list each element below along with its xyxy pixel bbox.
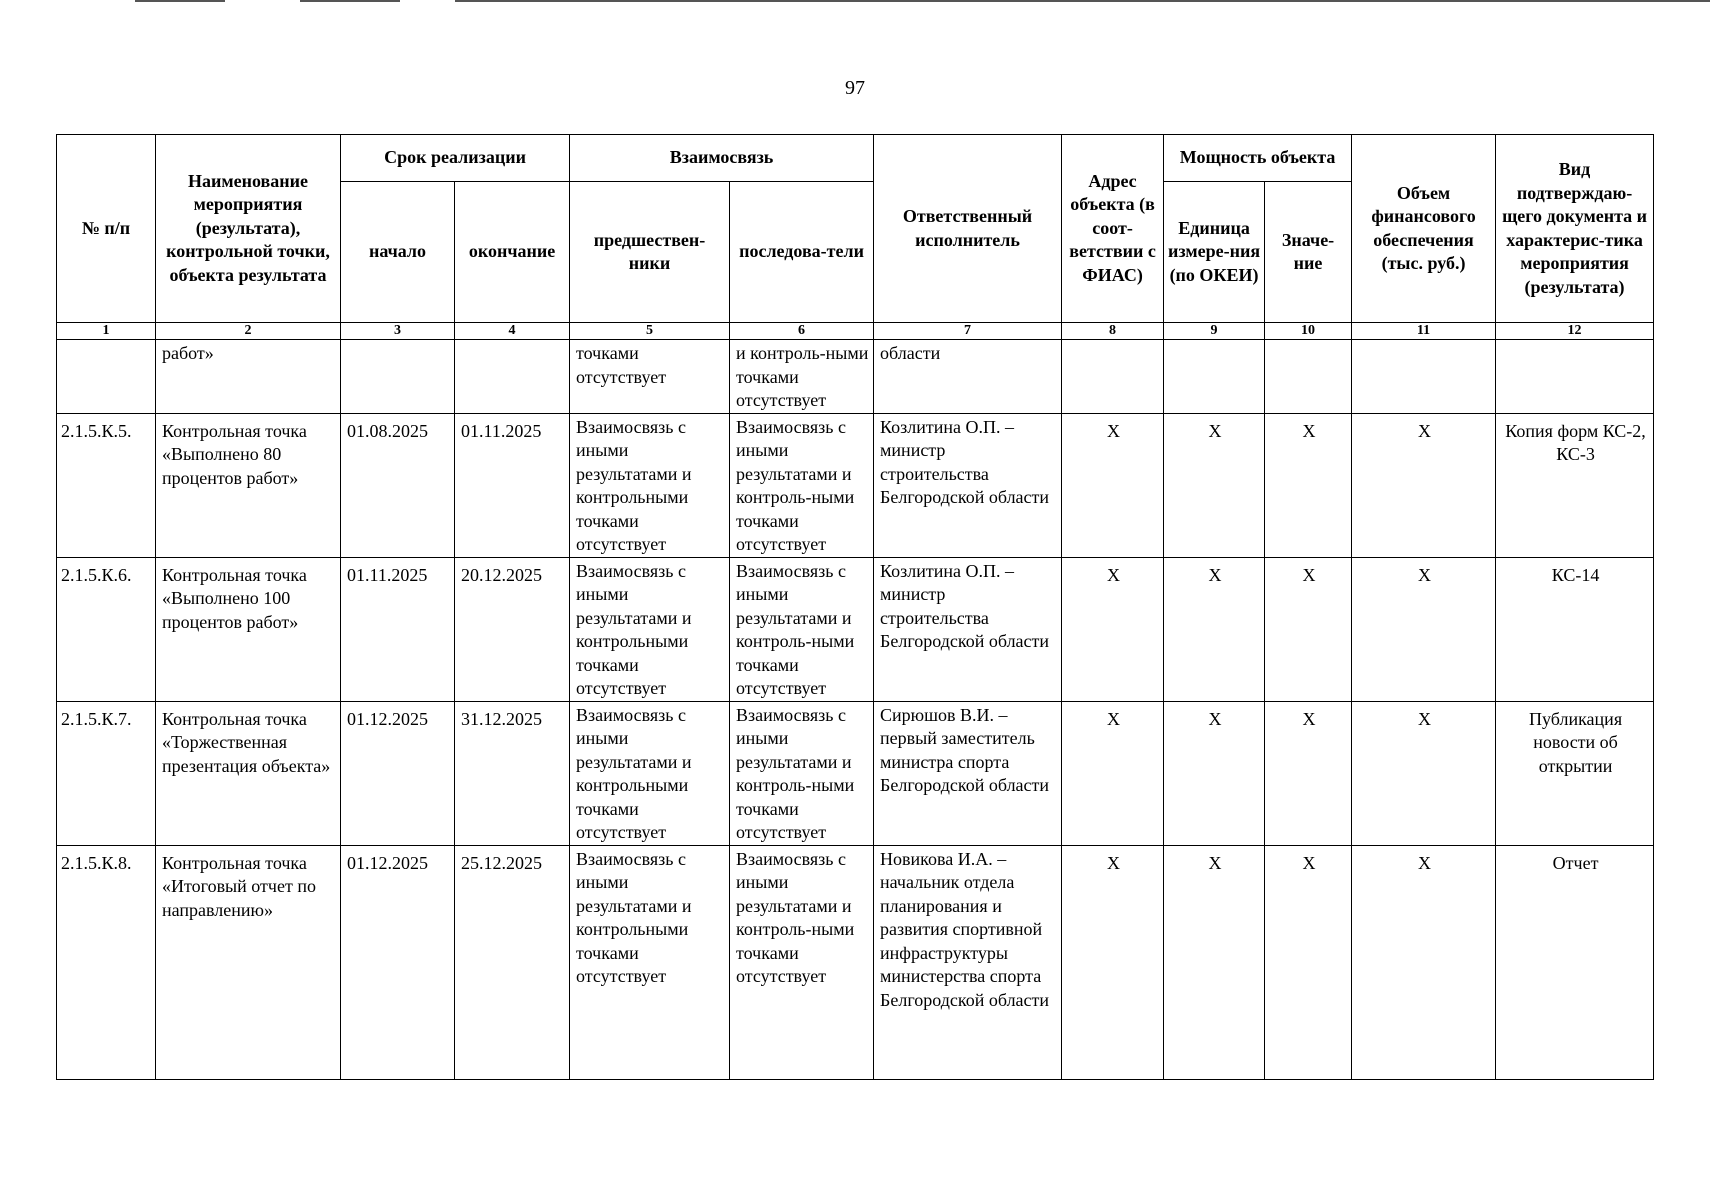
cell-successors: и контроль-ными точками отсутствует bbox=[730, 340, 874, 414]
header-relation: Взаимосвязь bbox=[570, 135, 874, 182]
header-num: № п/п bbox=[57, 135, 156, 323]
cell-end: 25.12.2025 bbox=[455, 845, 570, 1079]
cell-doc: Отчет bbox=[1496, 845, 1654, 1079]
cell-code: 2.1.5.К.6. bbox=[57, 557, 156, 701]
column-number: 5 bbox=[570, 323, 730, 340]
header-start: начало bbox=[341, 182, 455, 323]
cell-predecessors: Взаимосвязь с иными результатами и контрольными точками отсутствует bbox=[570, 557, 730, 701]
header-responsible: Ответственный исполнитель bbox=[874, 135, 1062, 323]
page-number: 97 bbox=[845, 77, 865, 99]
column-number: 7 bbox=[874, 323, 1062, 340]
column-number: 2 bbox=[156, 323, 341, 340]
cell-value bbox=[1265, 340, 1352, 414]
table-row bbox=[57, 845, 1654, 1079]
cell-doc: Копия форм КС-2, КС-3 bbox=[1496, 413, 1654, 557]
cell-responsible: Козлитина О.П. – министр строительства Белгородской области bbox=[874, 557, 1062, 701]
cell-end bbox=[455, 340, 570, 414]
header-doc-type: Вид подтверждаю-щего документа и характерис-тика мероприятия (результата) bbox=[1496, 135, 1654, 323]
column-number: 8 bbox=[1062, 323, 1164, 340]
cell-name: работ» bbox=[156, 340, 341, 414]
cell-responsible: Козлитина О.П. – министр строительства Белгородской области bbox=[874, 413, 1062, 557]
header-term: Срок реализации bbox=[341, 135, 570, 182]
top-rule bbox=[135, 0, 225, 2]
cell-value: X bbox=[1265, 557, 1352, 701]
column-number: 12 bbox=[1496, 323, 1654, 340]
top-rule bbox=[455, 0, 1710, 2]
cell-predecessors: точками отсутствует bbox=[570, 340, 730, 414]
cell-unit: X bbox=[1164, 701, 1265, 845]
cell-start bbox=[341, 340, 455, 414]
cell-value: X bbox=[1265, 701, 1352, 845]
cell-address: X bbox=[1062, 845, 1164, 1079]
continuation-row bbox=[57, 340, 1654, 414]
header-finance: Объем финансового обеспечения (тыс. руб.) bbox=[1352, 135, 1496, 323]
column-numbers-row bbox=[57, 323, 1654, 340]
cell-unit: X bbox=[1164, 413, 1265, 557]
top-rule bbox=[300, 0, 400, 2]
cell-successors: Взаимосвязь с иными результатами и контроль-ными точками отсутствует bbox=[730, 845, 874, 1079]
header-unit: Единица измере-ния (по ОКЕИ) bbox=[1164, 182, 1265, 323]
cell-end: 20.12.2025 bbox=[455, 557, 570, 701]
cell-predecessors: Взаимосвязь с иными результатами и контрольными точками отсутствует bbox=[570, 413, 730, 557]
table-row bbox=[57, 413, 1654, 557]
header-capacity: Мощность объекта bbox=[1164, 135, 1352, 182]
schedule-table bbox=[56, 134, 1654, 1080]
column-number: 6 bbox=[730, 323, 874, 340]
cell-address bbox=[1062, 340, 1164, 414]
cell-start: 01.12.2025 bbox=[341, 701, 455, 845]
cell-finance: X bbox=[1352, 413, 1496, 557]
column-number: 9 bbox=[1164, 323, 1265, 340]
cell-successors: Взаимосвязь с иными результатами и контроль-ными точками отсутствует bbox=[730, 701, 874, 845]
cell-unit bbox=[1164, 340, 1265, 414]
column-number: 10 bbox=[1265, 323, 1352, 340]
cell-address: X bbox=[1062, 413, 1164, 557]
cell-predecessors: Взаимосвязь с иными результатами и контрольными точками отсутствует bbox=[570, 845, 730, 1079]
cell-unit: X bbox=[1164, 557, 1265, 701]
header-predecessors: предшествен-ники bbox=[570, 182, 730, 323]
cell-responsible: Сирюшов В.И. – первый заместитель министра спорта Белгородской области bbox=[874, 701, 1062, 845]
column-number: 1 bbox=[57, 323, 156, 340]
cell-num bbox=[57, 340, 156, 414]
table-row bbox=[57, 701, 1654, 845]
cell-doc bbox=[1496, 340, 1654, 414]
header-row-1 bbox=[57, 135, 1654, 182]
cell-finance bbox=[1352, 340, 1496, 414]
cell-unit: X bbox=[1164, 845, 1265, 1079]
cell-code: 2.1.5.К.5. bbox=[57, 413, 156, 557]
cell-start: 01.12.2025 bbox=[341, 845, 455, 1079]
cell-finance: X bbox=[1352, 845, 1496, 1079]
cell-end: 31.12.2025 bbox=[455, 701, 570, 845]
cell-value: X bbox=[1265, 413, 1352, 557]
cell-code: 2.1.5.К.7. bbox=[57, 701, 156, 845]
cell-name: Контрольная точка «Выполнено 80 процентов работ» bbox=[156, 413, 341, 557]
cell-doc: КС-14 bbox=[1496, 557, 1654, 701]
cell-responsible: области bbox=[874, 340, 1062, 414]
cell-successors: Взаимосвязь с иными результатами и контроль-ными точками отсутствует bbox=[730, 413, 874, 557]
cell-address: X bbox=[1062, 557, 1164, 701]
cell-name: Контрольная точка «Итоговый отчет по направлению» bbox=[156, 845, 341, 1079]
header-address: Адрес объекта (в соот-ветствии с ФИАС) bbox=[1062, 135, 1164, 323]
cell-finance: X bbox=[1352, 701, 1496, 845]
cell-value: X bbox=[1265, 845, 1352, 1079]
header-value: Значе-ние bbox=[1265, 182, 1352, 323]
column-number: 4 bbox=[455, 323, 570, 340]
table-row bbox=[57, 557, 1654, 701]
cell-name: Контрольная точка «Торжественная презентация объекта» bbox=[156, 701, 341, 845]
cell-start: 01.11.2025 bbox=[341, 557, 455, 701]
cell-successors: Взаимосвязь с иными результатами и контроль-ными точками отсутствует bbox=[730, 557, 874, 701]
cell-code: 2.1.5.К.8. bbox=[57, 845, 156, 1079]
header-name: Наименование мероприятия (результата), контрольной точки, объекта результата bbox=[156, 135, 341, 323]
cell-end: 01.11.2025 bbox=[455, 413, 570, 557]
cell-name: Контрольная точка «Выполнено 100 процентов работ» bbox=[156, 557, 341, 701]
cell-start: 01.08.2025 bbox=[341, 413, 455, 557]
header-end: окончание bbox=[455, 182, 570, 323]
cell-doc: Публикация новости об открытии bbox=[1496, 701, 1654, 845]
header-successors: последова-тели bbox=[730, 182, 874, 323]
cell-finance: X bbox=[1352, 557, 1496, 701]
column-number: 11 bbox=[1352, 323, 1496, 340]
cell-address: X bbox=[1062, 701, 1164, 845]
column-number: 3 bbox=[341, 323, 455, 340]
cell-responsible: Новикова И.А. – начальник отдела планирования и развития спортивной инфраструктуры министерства спорта Белгородской области bbox=[874, 845, 1062, 1079]
cell-predecessors: Взаимосвязь с иными результатами и контрольными точками отсутствует bbox=[570, 701, 730, 845]
